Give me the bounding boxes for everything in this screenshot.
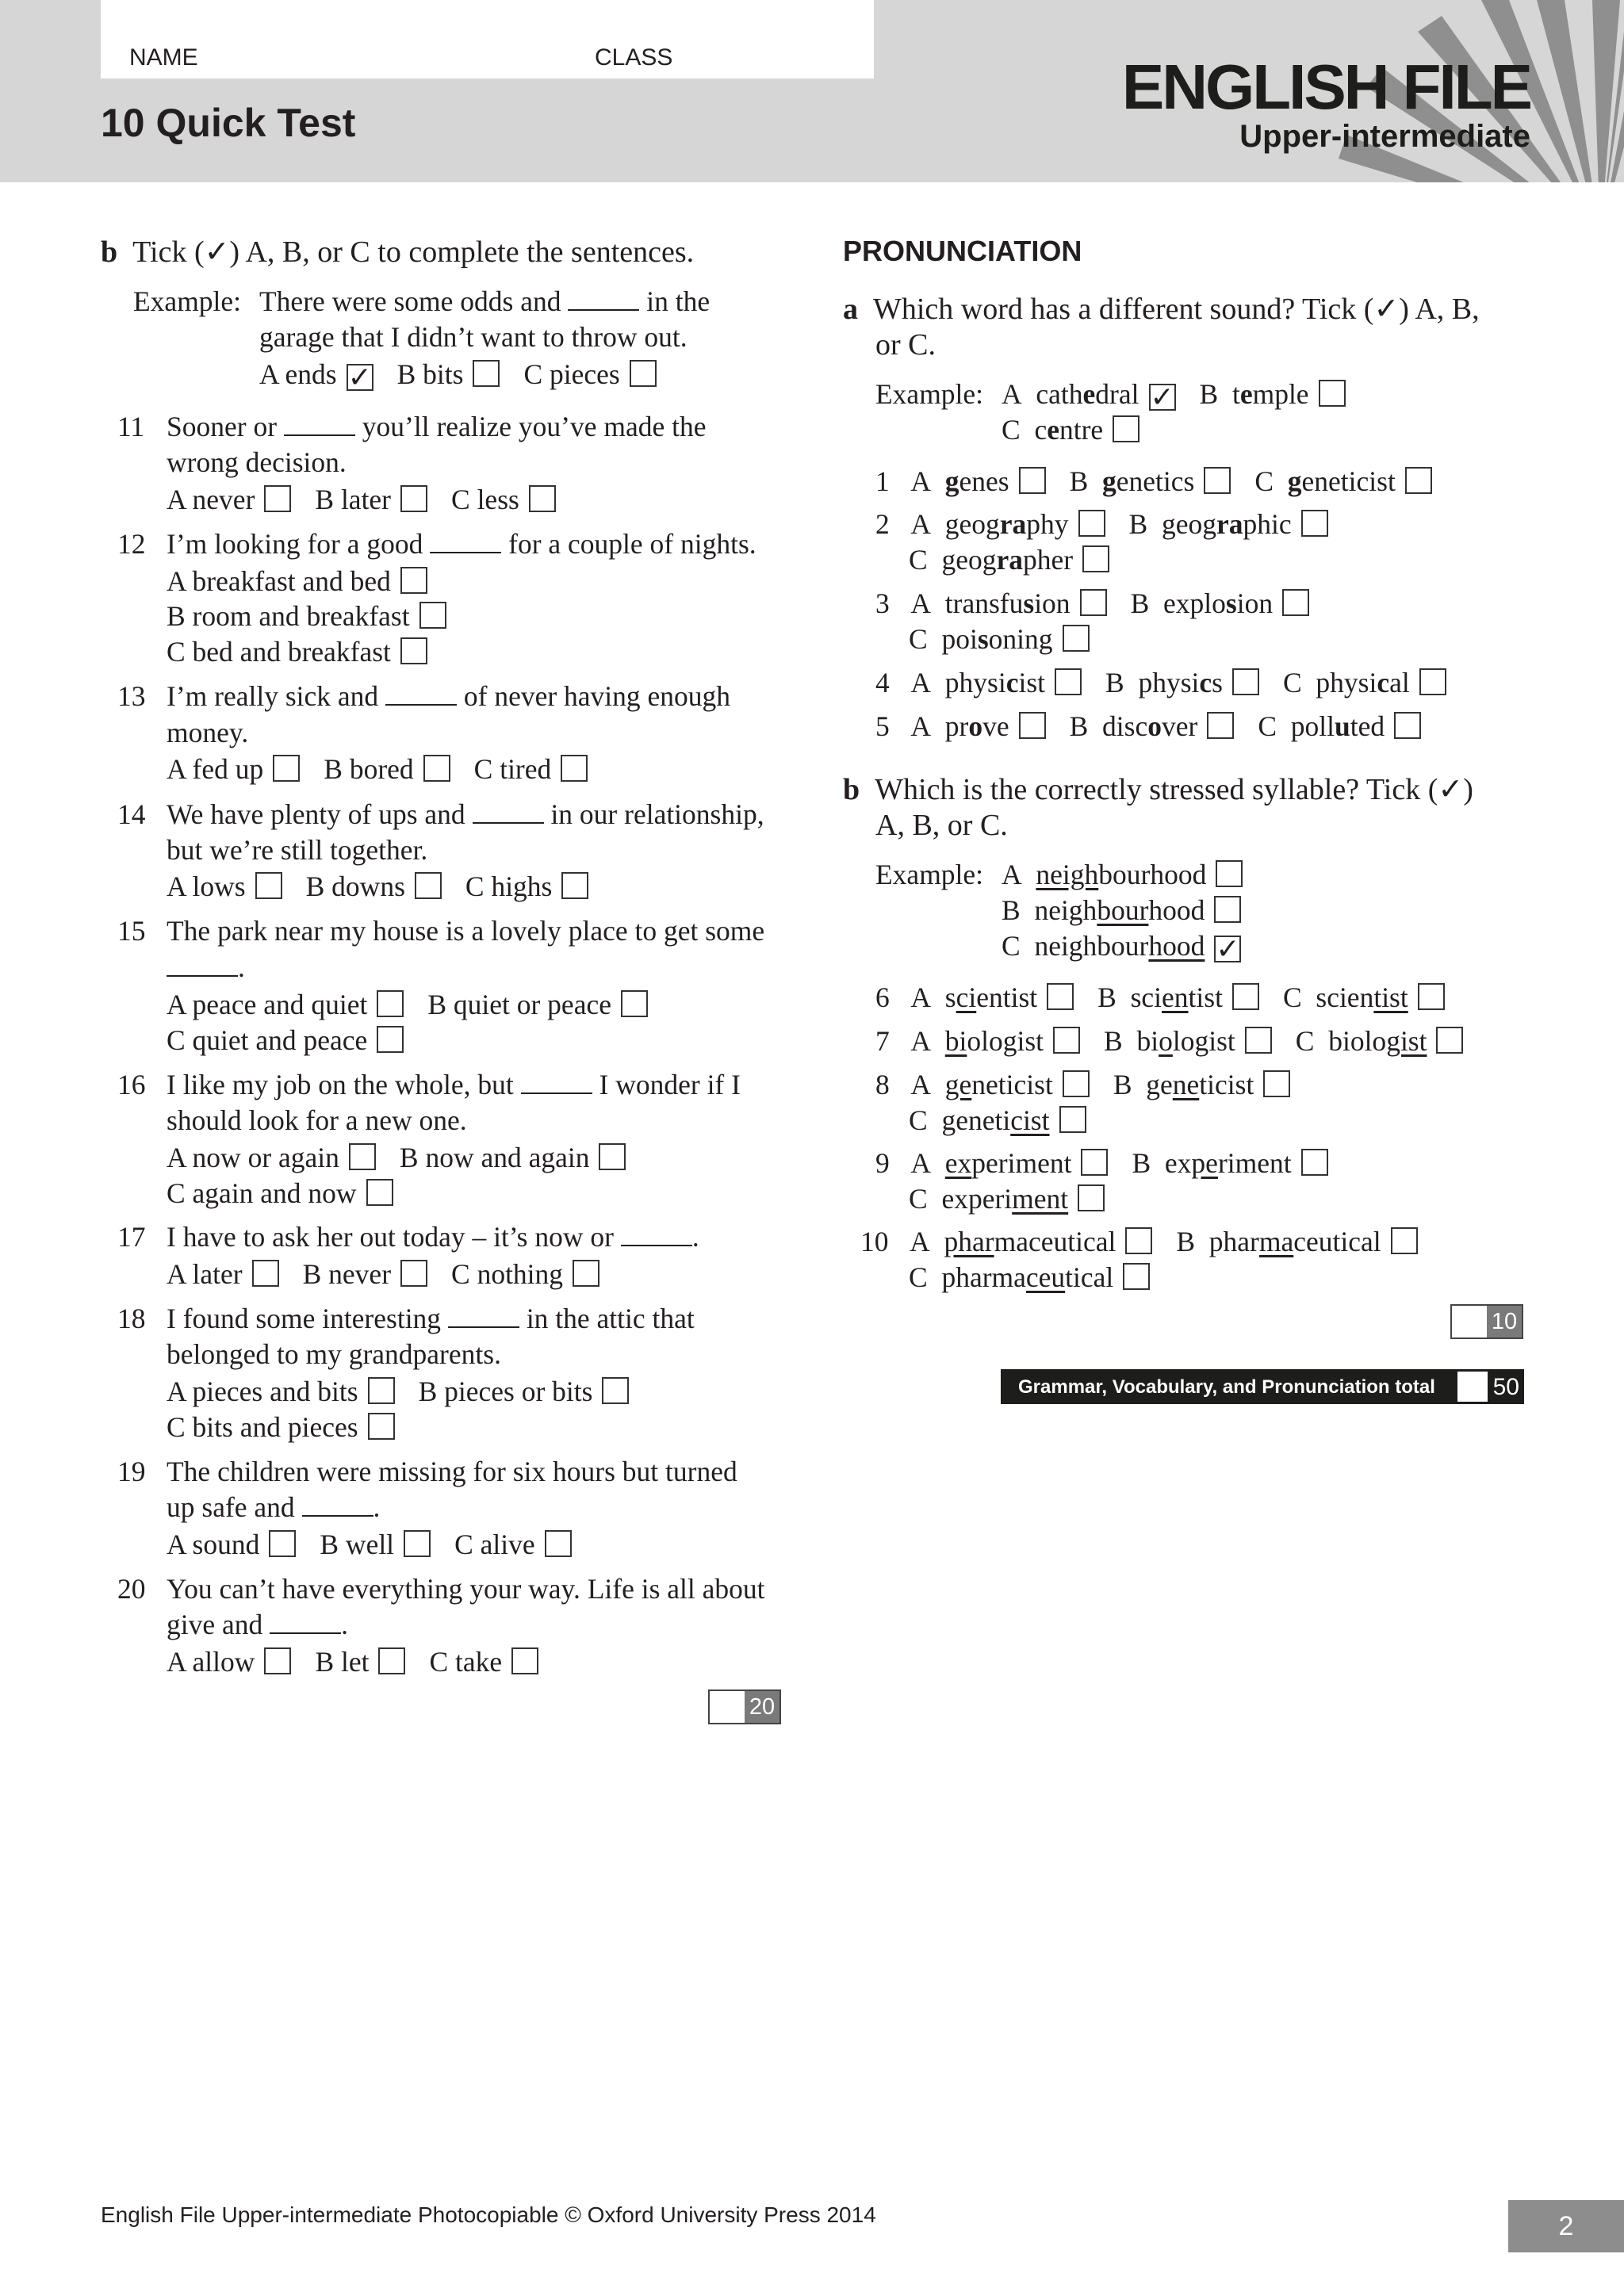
- checkbox-17-c[interactable]: [573, 1260, 599, 1287]
- question-13-options: A fed up B bored C tired: [167, 752, 588, 786]
- pron-b-example-a: A neighbourhood: [1002, 857, 1243, 892]
- question-18-options-ab: A pieces and bits B pieces or bits: [167, 1374, 629, 1409]
- checkbox-stress-9-a[interactable]: [1081, 1149, 1108, 1176]
- checkbox-stress-8-a[interactable]: [1063, 1070, 1090, 1097]
- section-score-box: [708, 1689, 781, 1724]
- question-17-line-1: I have to ask her out today – it’s now or .: [167, 1221, 699, 1253]
- checkbox-stress-example-c[interactable]: ✓: [1216, 933, 1240, 965]
- checkbox-18-a[interactable]: [368, 1377, 395, 1404]
- checkbox-stress-9-c[interactable]: [1078, 1184, 1105, 1211]
- question-15-line-2: .: [167, 950, 245, 985]
- question-12-option-b: B room and breakfast: [167, 599, 446, 633]
- checkbox-20-c[interactable]: [511, 1647, 538, 1674]
- pron-b-instruction-2: A, B, or C.: [875, 809, 1008, 842]
- score-max: 20: [745, 1691, 779, 1723]
- total-label: Grammar, Vocabulary, and Pronunciation total: [1018, 1376, 1435, 1398]
- question-number: 18: [117, 1303, 146, 1334]
- checkbox-pron-5-b[interactable]: [1207, 712, 1234, 739]
- checkbox-pron-example-a[interactable]: ✓: [1150, 381, 1174, 413]
- score-max: 10: [1487, 1306, 1522, 1337]
- stress-item-10: 10 A pharmaceutical B pharmaceutical: [860, 1224, 1418, 1259]
- checkbox-pron-4-c[interactable]: [1419, 668, 1446, 695]
- checkbox-16-b[interactable]: [599, 1143, 626, 1170]
- class-label: CLASS: [595, 44, 673, 71]
- pron-a-instruction-2: or C.: [875, 328, 936, 362]
- question-19-options: A sound B well C alive: [167, 1527, 572, 1562]
- checkbox-pron-2-a[interactable]: [1078, 510, 1105, 537]
- pron-item-1: 1 A genes B genetics C geneticist: [875, 464, 1432, 499]
- brand-logo: [1122, 54, 1530, 152]
- pron-item-4: 4 A physicist B physics C physical: [875, 665, 1446, 700]
- pron-item-3-c: C poisoning: [909, 622, 1090, 656]
- checkbox-17-b[interactable]: [400, 1260, 427, 1287]
- example-line-1: There were some odds and in the: [259, 285, 710, 317]
- pron-b-example-b: B neighbourhood: [1002, 893, 1241, 928]
- footer-copyright: [101, 2202, 876, 2228]
- answer-blank: [167, 953, 238, 977]
- checkbox-stress-7-c[interactable]: [1436, 1027, 1463, 1054]
- checkbox-16-a[interactable]: [349, 1143, 376, 1170]
- pron-a-example-ab: A cathedral ✓ B temple: [1002, 377, 1346, 411]
- checkbox-stress-9-b[interactable]: [1301, 1149, 1328, 1176]
- answer-blank: [302, 1493, 373, 1517]
- checkbox-11-b[interactable]: [400, 485, 427, 512]
- question-18-option-c: C bits and pieces: [167, 1410, 395, 1445]
- checkbox-pron-1-c[interactable]: [1405, 467, 1432, 494]
- checkbox-13-b[interactable]: [423, 755, 450, 782]
- question-15-line-1: The park near my house is a lovely place to get some: [167, 915, 765, 947]
- checkbox-13-c[interactable]: [561, 755, 588, 782]
- stress-item-9-c: C experiment: [909, 1181, 1105, 1216]
- question-number: 13: [117, 680, 146, 712]
- stress-item-8: 8 A geneticist B geneticist: [875, 1067, 1290, 1102]
- answer-blank: [270, 1610, 341, 1634]
- checkbox-example-c[interactable]: [630, 360, 657, 387]
- score-input-cell[interactable]: [710, 1691, 745, 1723]
- checkbox-pron-3-a[interactable]: [1080, 589, 1107, 616]
- example-label: Example:: [133, 285, 242, 317]
- question-number: 16: [117, 1069, 146, 1100]
- checkbox-12-a[interactable]: [400, 567, 427, 594]
- name-label: NAME: [129, 44, 198, 71]
- checkbox-example-b[interactable]: [473, 360, 500, 387]
- checkbox-16-c[interactable]: [366, 1179, 393, 1206]
- answer-blank: [430, 530, 501, 553]
- question-18-line-1: I found some interesting in the attic that: [167, 1303, 695, 1334]
- answer-blank: [568, 287, 639, 311]
- pron-score-box: [1450, 1304, 1523, 1339]
- checkbox-pron-example-c[interactable]: [1113, 415, 1139, 442]
- checkbox-stress-6-a[interactable]: [1047, 983, 1074, 1010]
- question-number: 11: [117, 411, 145, 442]
- question-20-line-2: give and .: [167, 1609, 349, 1640]
- footer-rest: Photocopiable © Oxford University Press 2014: [412, 2202, 876, 2227]
- test-title: 10 Quick Test: [101, 101, 356, 145]
- question-14-line-1: We have plenty of ups and in our relationship,: [167, 798, 764, 830]
- question-13-line-2: money.: [167, 717, 249, 748]
- brand-title: ENGLISH FILE: [1121, 52, 1530, 122]
- question-18-line-2: belonged to my grandparents.: [167, 1338, 501, 1370]
- checkbox-stress-8-b[interactable]: [1263, 1070, 1290, 1097]
- checkbox-15-a[interactable]: [377, 990, 404, 1017]
- answer-blank: [385, 682, 457, 706]
- checkbox-pron-4-a[interactable]: [1055, 668, 1082, 695]
- question-15-options-ab: A peace and quiet B quiet or peace: [167, 987, 648, 1022]
- answer-blank: [621, 1223, 692, 1246]
- question-11-line-2: wrong decision.: [167, 446, 347, 478]
- question-number: 12: [117, 528, 146, 560]
- answer-blank: [521, 1070, 592, 1094]
- question-number: 17: [117, 1221, 146, 1253]
- checkbox-stress-10-a[interactable]: [1125, 1227, 1152, 1254]
- checkbox-12-b[interactable]: [419, 602, 446, 629]
- pronunciation-heading: PRONUNCIATION: [843, 235, 1082, 267]
- question-14-options: A lows B downs C highs: [167, 869, 588, 904]
- question-16-option-c: C again and now: [167, 1176, 393, 1211]
- checkbox-pron-4-b[interactable]: [1232, 668, 1259, 695]
- stress-item-8-c: C geneticist: [909, 1103, 1086, 1138]
- question-12-option-a: A breakfast and bed: [167, 564, 427, 599]
- footer-brand: English File Upper-intermediate: [101, 2202, 412, 2227]
- checkbox-pron-2-b[interactable]: [1301, 510, 1328, 537]
- checkbox-stress-7-a[interactable]: [1053, 1027, 1080, 1054]
- checkbox-stress-8-c[interactable]: [1059, 1106, 1086, 1133]
- checkbox-20-a[interactable]: [264, 1647, 291, 1674]
- question-15-option-c: C quiet and peace: [167, 1023, 404, 1058]
- question-19-line-2: up safe and .: [167, 1491, 381, 1523]
- stress-item-6: 6 A scientist B scientist C scientist: [875, 980, 1445, 1015]
- checkbox-stress-example-a[interactable]: [1216, 860, 1243, 887]
- checkbox-19-a[interactable]: [269, 1530, 296, 1557]
- brand-level: Upper-intermediate: [1239, 119, 1530, 154]
- section-b-instruction: b Tick (✓) A, B, or C to complete the sentences.: [101, 235, 695, 269]
- checkbox-stress-10-b[interactable]: [1391, 1227, 1418, 1254]
- checkbox-pron-example-b[interactable]: [1319, 380, 1346, 407]
- checkbox-stress-7-b[interactable]: [1245, 1027, 1272, 1054]
- pron-b-example-label: Example:: [875, 859, 984, 890]
- question-20-options: A allow B let C take: [167, 1644, 538, 1679]
- answer-blank: [448, 1304, 519, 1328]
- total-score-bar: [1001, 1369, 1524, 1404]
- pron-item-5: 5 A prove B discover C polluted: [875, 709, 1421, 744]
- checkbox-pron-5-a[interactable]: [1019, 712, 1046, 739]
- checkbox-pron-3-b[interactable]: [1282, 589, 1309, 616]
- question-number: 19: [117, 1456, 146, 1487]
- checkbox-stress-6-c[interactable]: [1418, 983, 1445, 1010]
- checkbox-stress-6-b[interactable]: [1232, 983, 1259, 1010]
- question-16-options-ab: A now or again B now and again: [167, 1140, 626, 1175]
- checkbox-18-b[interactable]: [602, 1377, 629, 1404]
- example-line-2: garage that I didn’t want to throw out.: [259, 321, 688, 353]
- pron-item-2: 2 A geography B geographic: [875, 507, 1328, 541]
- page-number: 2: [1508, 2200, 1624, 2252]
- name-class-box: [101, 0, 874, 78]
- checkbox-14-a[interactable]: [255, 872, 282, 899]
- checkbox-18-c[interactable]: [368, 1413, 395, 1440]
- checkbox-pron-1-b[interactable]: [1204, 467, 1231, 494]
- page-header: [0, 0, 1624, 182]
- checkbox-11-a[interactable]: [264, 485, 291, 512]
- question-16-line-1: I like my job on the whole, but I wonder if I: [167, 1069, 741, 1100]
- checkbox-stress-10-c[interactable]: [1123, 1263, 1150, 1290]
- question-20-line-1: You can’t have everything your way. Life is all about: [167, 1573, 765, 1605]
- checkbox-14-c[interactable]: [561, 872, 588, 899]
- total-max: 50: [1492, 1374, 1519, 1400]
- checkbox-example-a[interactable]: ✓: [347, 362, 372, 393]
- checkbox-19-b[interactable]: [404, 1530, 431, 1557]
- checkbox-19-c[interactable]: [545, 1530, 572, 1557]
- question-number: 20: [117, 1573, 146, 1605]
- question-14-line-2: but we’re still together.: [167, 834, 428, 866]
- question-11-line-1: Sooner or you’ll realize you’ve made the: [167, 411, 707, 442]
- question-11-options: A never B later C less: [167, 482, 556, 517]
- checkbox-11-c[interactable]: [529, 485, 556, 512]
- score-input-cell[interactable]: [1452, 1306, 1487, 1337]
- stress-item-10-c: C pharmaceutical: [909, 1260, 1150, 1295]
- checkbox-pron-1-a[interactable]: [1019, 467, 1046, 494]
- pron-a-example-label: Example:: [875, 378, 984, 410]
- checkbox-20-b[interactable]: [378, 1647, 405, 1674]
- checkbox-pron-5-c[interactable]: [1394, 712, 1421, 739]
- checkbox-15-c[interactable]: [377, 1026, 404, 1053]
- answer-blank: [284, 412, 355, 436]
- question-12-line-1: I’m looking for a good for a couple of nights.: [167, 528, 756, 560]
- stress-item-9: 9 A experiment B experiment: [875, 1146, 1328, 1181]
- question-19-line-1: The children were missing for six hours but turned: [167, 1456, 737, 1487]
- stress-item-7: 7 A biologist B biologist C biologist: [875, 1024, 1463, 1058]
- checkbox-12-c[interactable]: [400, 637, 427, 664]
- question-number: 14: [117, 798, 146, 830]
- pron-item-3: 3 A transfusion B explosion: [875, 586, 1309, 621]
- pron-a-example-c: C centre: [1002, 412, 1139, 447]
- checkbox-17-a[interactable]: [252, 1260, 279, 1287]
- question-12-option-c: C bed and breakfast: [167, 634, 427, 669]
- example-options: A ends ✓ B bits C pieces: [259, 357, 657, 392]
- answer-blank: [473, 800, 544, 824]
- pron-a-instruction-1: a Which word has a different sound? Tick (✓) A, B,: [843, 293, 1480, 326]
- checkbox-14-b[interactable]: [415, 872, 442, 899]
- question-16-line-2: should look for a new one.: [167, 1104, 467, 1136]
- checkbox-pron-2-c[interactable]: [1082, 545, 1109, 572]
- total-input-cell[interactable]: [1457, 1372, 1488, 1402]
- pron-b-example-c: C neighbourhood ✓: [1002, 930, 1240, 965]
- checkbox-pron-3-c[interactable]: [1063, 625, 1090, 652]
- question-17-options: A later B never C nothing: [167, 1257, 599, 1292]
- checkbox-stress-example-b[interactable]: [1214, 896, 1241, 923]
- question-13-line-1: I’m really sick and of never having enough: [167, 680, 731, 712]
- question-number: 15: [117, 915, 146, 947]
- checkbox-13-a[interactable]: [273, 755, 300, 782]
- pron-item-2-c: C geographer: [909, 542, 1109, 577]
- pron-b-instruction-1: b Which is the correctly stressed syllable? Tick (✓): [843, 773, 1473, 806]
- checkbox-15-b[interactable]: [621, 990, 648, 1017]
